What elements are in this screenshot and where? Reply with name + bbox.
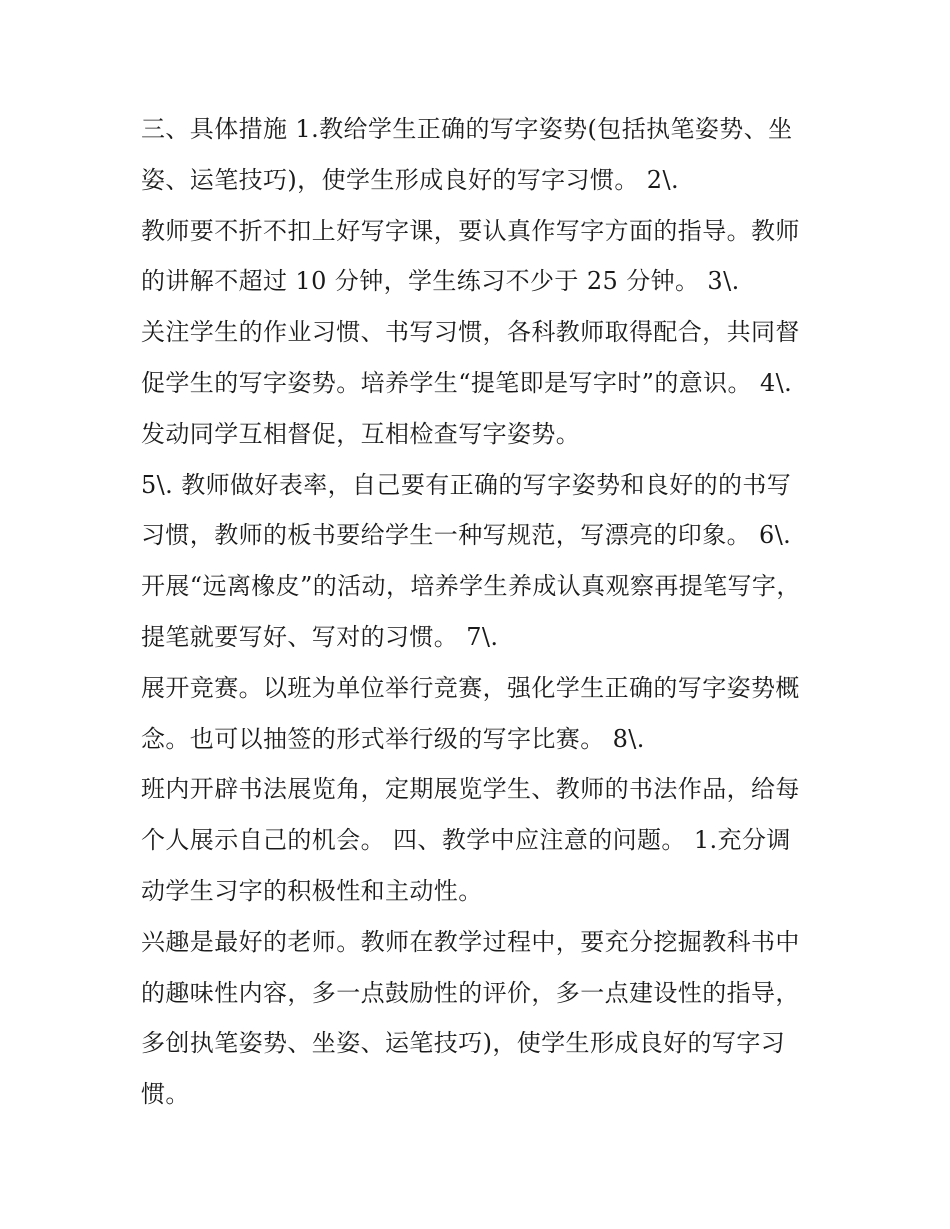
text-line: 多创执笔姿势、坐姿、运笔技巧)，使学生形成良好的写字习 [141,1029,786,1058]
text-line: 5\. 教师做好表率，自己要有正确的写字姿势和良好的的书写 [141,470,792,499]
text-line: 动学生习字的积极性和主动性。 [141,876,483,905]
text-line: 惯。 [141,1080,190,1109]
text-line: 个人展示自己的机会。 四、教学中应注意的问题。 1.充分调 [141,826,791,855]
text-line: 关注学生的作业习惯、书写习惯，各科教师取得配合，共同督 [141,318,800,347]
text-line: 发动同学互相督促，互相检查写字姿势。 [141,419,581,448]
text-line: 兴趣是最好的老师。教师在教学过程中，要充分挖掘教科书中 [141,927,800,956]
text-line: 的趣味性内容，多一点鼓励性的评价，多一点建设性的指导， [141,978,800,1007]
text-line: 习惯，教师的板书要给学生一种写规范，写漂亮的印象。 6\. [141,521,792,550]
text-line: 念。也可以抽签的形式举行级的写字比赛。 8\. [141,724,645,753]
text-line: 展开竞赛。以班为单位举行竞赛，强化学生正确的写字姿势概 [141,673,800,702]
body-text [141,104,821,1120]
text-line: 的讲解不超过 10 分钟，学生练习不少于 25 分钟。 3\. [141,267,740,296]
text-line: 三、具体措施 1.教给学生正确的写字姿势(包括执笔姿势、坐 [141,115,793,143]
text-line: 教师要不折不扣上好写字课，要认真作写字方面的指导。教师 [141,216,800,245]
text-line: 开展“远离橡皮”的活动，培养学生养成认真观察再提笔写字， [141,572,801,601]
text-line: 姿、运笔技巧)，使学生形成良好的写字习惯。 2\. [141,165,679,194]
text-line: 提笔就要写好、写对的习惯。 7\. [141,622,499,651]
text-line: 班内开辟书法展览角，定期展览学生、教师的书法作品，给每 [141,775,800,804]
text-line: 促学生的写字姿势。培养学生“提笔即是写字时”的意识。 4\. [141,368,793,397]
